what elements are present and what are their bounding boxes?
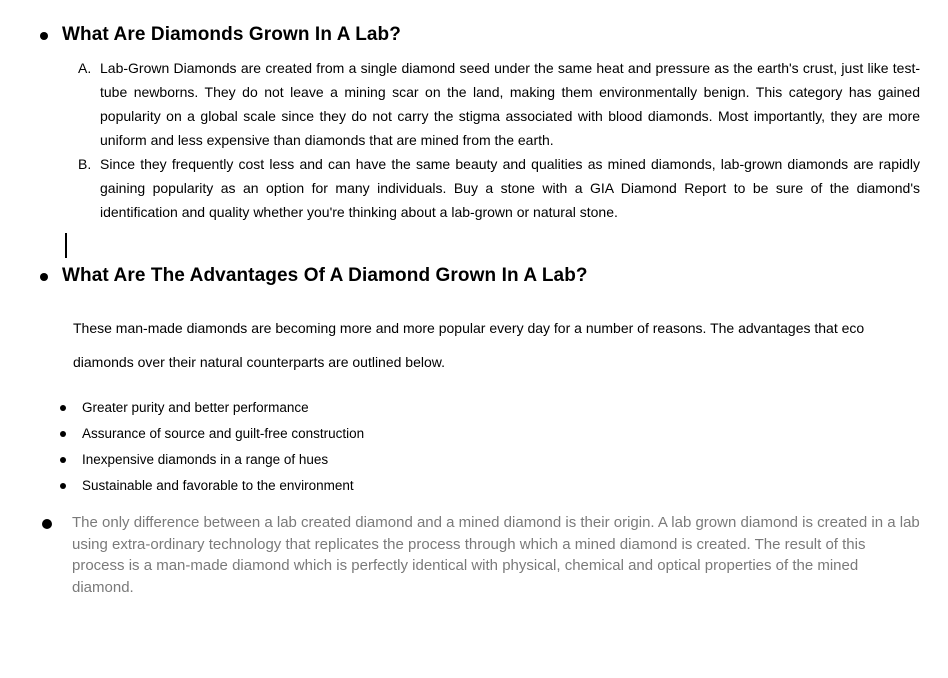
section1-lettered-list: [0, 56, 948, 224]
advantage-text[interactable]: Sustainable and favorable to the environment: [82, 478, 354, 493]
list-marker-b: B.: [78, 156, 92, 172]
intro-line-1[interactable]: These man-made diamonds are becoming more and more popular every day for a number of reasons. The advantages that eco: [73, 320, 865, 336]
advantages-list: [0, 395, 948, 499]
list-item[interactable]: [60, 473, 948, 499]
bullet-icon: [42, 519, 52, 529]
bullet-icon: [60, 483, 66, 489]
section2-heading-row: [40, 265, 948, 287]
bullet-icon: [60, 431, 66, 437]
list-item-a[interactable]: [78, 56, 948, 152]
intro-line-2[interactable]: diamonds over their natural counterparts are outlined below.: [73, 354, 445, 370]
section1-heading[interactable]: What Are Diamonds Grown In A Lab?: [62, 24, 401, 45]
list-item-b-text[interactable]: Since they frequently cost less and can have the same beauty and qualities as mined diamonds, lab-grown diamonds are rapidly gaining popularity as an option for many individuals. Buy a stone with a GIA Diamond Report to be sure of the diamond's identification and quality whether you're thinking about a lab-grown or natural stone.: [100, 156, 920, 220]
bullet-icon: [40, 273, 48, 281]
advantage-text[interactable]: Assurance of source and guilt-free construction: [82, 426, 365, 441]
document-page[interactable]: [0, 24, 948, 678]
list-marker-a: A.: [78, 60, 92, 76]
bullet-icon: [40, 32, 48, 40]
bullet-icon: [60, 405, 66, 411]
section2-intro-paragraph[interactable]: [73, 311, 948, 379]
list-item[interactable]: [60, 395, 948, 421]
note-paragraph[interactable]: The only difference between a lab created diamond and a mined diamond is their origin. A lab grown diamond is created in a lab using extra-ordinary technology that replicates the process through which a mined diamond is created. The result of this process is a man-made diamond which is perfectly identical with physical, chemical and optical properties of the mined diamond.: [72, 514, 920, 596]
bullet-icon: [60, 457, 66, 463]
advantage-text[interactable]: Inexpensive diamonds in a range of hues: [82, 452, 329, 467]
list-item[interactable]: [60, 421, 948, 447]
section2-heading[interactable]: What Are The Advantages Of A Diamond Grown In A Lab?: [62, 265, 588, 286]
section1-heading-row: [40, 24, 948, 46]
list-item-a-text[interactable]: Lab-Grown Diamonds are created from a single diamond seed under the same heat and pressure as the earth's crust, just like test-tube newborns. They do not leave a mining scar on the land, making them environmentally benign. This category has gained popularity on a global scale since they do not carry the stigma associated with blood diamonds. Most importantly, they are more uniform and less expensive than diamonds that are mined from the earth.: [100, 60, 920, 148]
advantage-text[interactable]: Greater purity and better performance: [82, 400, 309, 415]
text-cursor: [65, 233, 67, 258]
note-paragraph-row: [42, 512, 948, 598]
list-item-b[interactable]: [78, 152, 948, 224]
list-item[interactable]: [60, 447, 948, 473]
